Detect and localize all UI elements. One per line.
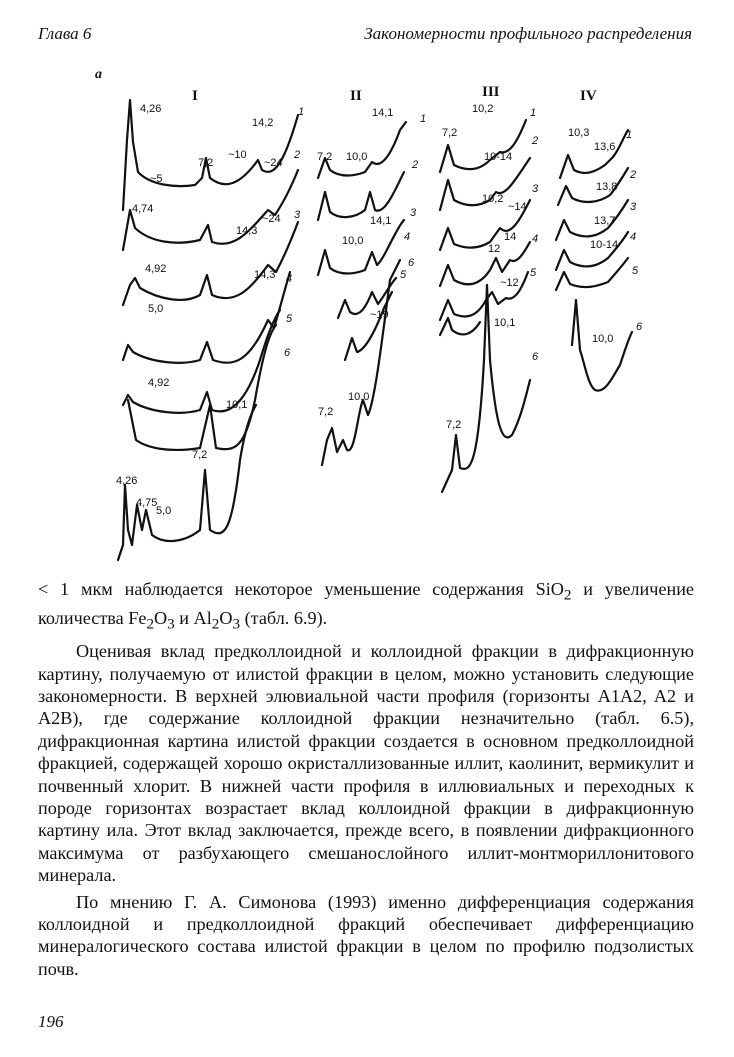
text-run: и Al [174, 608, 212, 629]
curve-index: 3 [410, 207, 417, 219]
peak-label: 10,1 [494, 317, 516, 329]
column-numeral-iii: III [482, 84, 500, 100]
text-run: и увеличение количества Fe [38, 579, 695, 629]
trace-ii-2 [318, 172, 404, 220]
peak-label: 7,2 [446, 419, 462, 431]
curve-index: 4 [630, 231, 637, 243]
text-run: O [154, 608, 168, 629]
peak-label: 4,26 [116, 475, 138, 487]
curve-index: 6 [284, 347, 291, 359]
trace-iii-5b [440, 318, 480, 335]
trace-iii-6 [442, 285, 530, 492]
peak-label: ~14 [508, 201, 527, 213]
paragraph-continuation [38, 578, 694, 636]
peak-label: ~19 [370, 309, 389, 321]
curve-index: 4 [286, 273, 293, 285]
peak-label: 14,2 [252, 117, 274, 129]
text-run: < 1 мкм наблюдается некоторое уменьшение содержания SiO [38, 579, 564, 599]
page-number: 196 [38, 1012, 64, 1031]
paragraph-simonov: По мнению Г. А. Симонова (1993) именно дифференциация содержания коллоидной и предколлоидной фракций обеспечивает дифференциацию минералогического состава илистой фракции в целом по профилю подзолистых почв. [38, 891, 694, 979]
trace-iv-5 [556, 258, 628, 290]
peak-label: 4,92 [148, 377, 170, 389]
trace-iv-6 [572, 300, 632, 391]
curve-index: 2 [532, 135, 539, 147]
trace-iv-2 [558, 168, 628, 205]
peak-label: 7,2 [442, 127, 458, 139]
peak-label: 10,0 [348, 391, 370, 403]
paragraph-contribution: Оценивая вклад предколлоидной и коллоидной фракции в дифракционную картину, получаемую от илистой фракции в целом, можно установить следующие закономерности. В верхней элювиальной части профиля (горизонты A1A2, A2 и A2B), где содержание коллоидной фракции незначительно (табл. 6.5), дифракционная картина илистой фракции создается в основном предколлоидной фракцией, содержащей хорошо окристаллизованные иллит, каолинит, вермикулит и почвенный хлорит. В нижней части профиля в иллювиальных и переходных к породе горизонтах возрастает вклад коллоидной фракции в дифракционную картину ила. Этот вклад заключается, прежде всего, в появлении дифракционного максимума от разбухающего смешанослойного иллит-монтмориллонитового минерала. [38, 641, 694, 886]
subscript: 2 [146, 615, 155, 633]
peak-label: 14,1 [372, 107, 394, 119]
panel-label: а [95, 67, 102, 82]
curve-index: 2 [294, 149, 301, 161]
peak-label: 10-14 [590, 239, 619, 251]
text-run: (табл. 6.9). [240, 608, 328, 629]
running-head-title: Закономерности профильного распределения [364, 24, 692, 43]
body-text [38, 578, 694, 980]
column-i-traces [118, 100, 301, 560]
curve-index: 3 [630, 201, 637, 213]
peak-label: 12 [488, 243, 501, 255]
peak-label: 10,3 [568, 127, 590, 139]
trace-ii-1 [318, 122, 406, 178]
peak-label: 7,2 [317, 151, 333, 163]
xrd-figure [0, 60, 734, 570]
curve-index: 5 [400, 269, 407, 281]
text-run: O [219, 608, 233, 629]
curve-index: 5 [632, 265, 639, 277]
peak-label: 14 [504, 231, 517, 243]
peak-label: 7,2 [198, 157, 214, 169]
curve-index: 1 [420, 113, 427, 125]
column-numeral-ii: II [350, 88, 362, 104]
peak-label: 14,3 [236, 225, 258, 237]
running-head-chapter: Глава 6 [38, 24, 92, 43]
xrd-diagram-svg [0, 60, 734, 570]
column-iii-traces [440, 120, 530, 492]
peak-label: 13,7 [594, 215, 616, 227]
peak-label: 10,1 [226, 399, 248, 411]
peak-label: 4,26 [140, 103, 162, 115]
curve-index: 6 [408, 257, 415, 269]
curve-index: 1 [626, 129, 633, 141]
column-numeral-i: I [192, 88, 198, 104]
curve-index: 3 [532, 183, 539, 195]
peak-label: 10-14 [484, 151, 513, 163]
curve-index: 2 [630, 169, 637, 181]
trace-iv-3 [556, 200, 628, 240]
peak-label: 4,92 [145, 263, 167, 275]
peak-label: 10,2 [472, 103, 494, 115]
curve-index: 5 [530, 267, 537, 279]
column-iv-traces [556, 130, 632, 391]
peak-label: 14,1 [370, 215, 392, 227]
peak-label: ~24 [264, 157, 283, 169]
curve-index: 1 [530, 107, 537, 119]
subscript: 2 [563, 586, 572, 604]
trace-ii-3 [318, 220, 404, 275]
peak-label: 13,6 [594, 141, 616, 153]
peak-label: 10,2 [482, 193, 504, 205]
curve-index: 2 [412, 159, 419, 171]
trace-iv-4 [556, 232, 628, 270]
curve-index: 6 [532, 351, 539, 363]
peak-label: 14,3 [254, 269, 276, 281]
peak-label: 7,2 [318, 406, 334, 418]
subscript: 3 [167, 615, 175, 633]
curve-index: 3 [294, 209, 301, 221]
curve-index: 1 [298, 106, 305, 118]
subscript: 2 [211, 615, 220, 633]
peak-label: ~10 [228, 149, 247, 161]
peak-label: ~24 [262, 213, 281, 225]
peak-label: ~12 [500, 277, 519, 289]
peak-label: ~5 [150, 173, 163, 185]
peak-label: 5,0 [148, 303, 164, 315]
column-numeral-iv: IV [580, 88, 597, 104]
peak-label: 5,0 [156, 505, 172, 517]
peak-label: 10,0 [342, 235, 364, 247]
curve-index: 4 [532, 233, 539, 245]
curve-index: 4 [404, 231, 411, 243]
peak-label: 13,8 [596, 181, 618, 193]
trace-ii-6 [322, 260, 400, 465]
curve-index: 6 [636, 321, 643, 333]
peak-label: 4,74 [132, 203, 154, 215]
peak-label: 4,75 [136, 497, 158, 509]
trace-i-bottom [118, 405, 256, 560]
subscript: 3 [232, 615, 241, 633]
curve-index: 5 [286, 313, 293, 325]
peak-label: 7,2 [192, 449, 208, 461]
peak-label: 10,0 [346, 151, 368, 163]
peak-label: 10,0 [592, 333, 614, 345]
